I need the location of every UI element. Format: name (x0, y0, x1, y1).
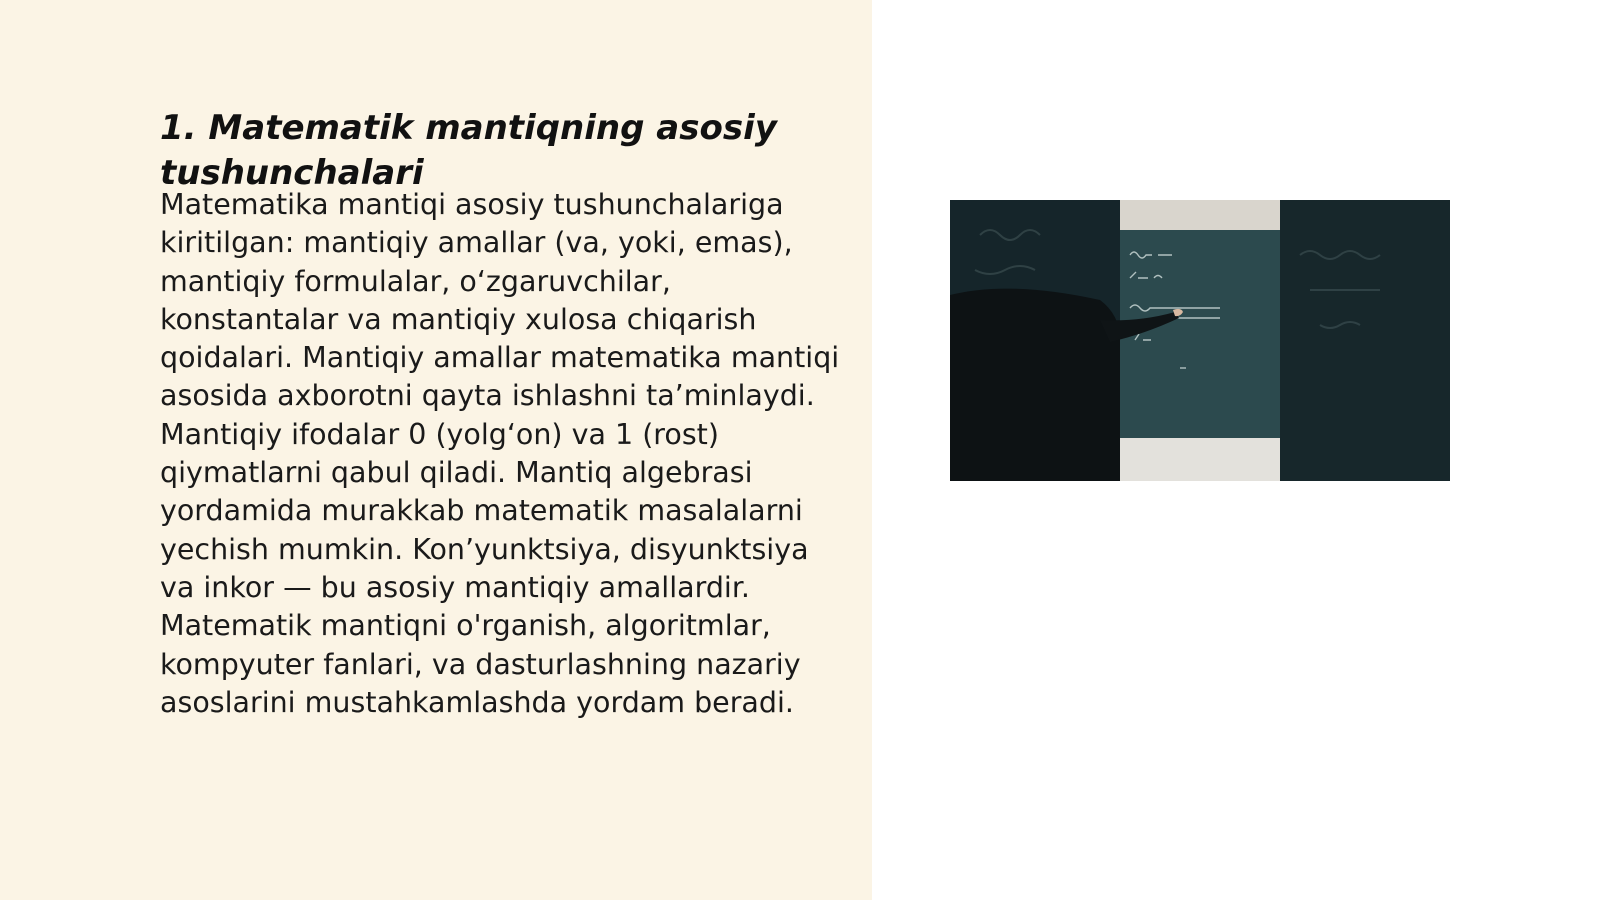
slide-body-text: Matematika mantiqi asosiy tushunchalariga kiritilgan: mantiqiy amallar (va, yoki, emas), mantiqiy formulalar, o‘zgaruvchilar, konstantalar va mantiqiy xulosa chiqarish qoidalari. Mantiqiy amallar matematika mantiqi asosida axborotni qayta ishlashni ta’minlaydi. Mantiqiy ifodalar 0 (yolg‘on) va 1 (rost) qiymatlarni qabul qiladi. Mantiq algebrasi yordamida murakkab matematik masalalarni yechish mumkin. Kon’yunktsiya, disyunktsiya va inkor — bu asosiy mantiqiy amallardir. Matematik mantiqni o'rganish, algoritmlar, kompyuter fanlari, va dasturlashning nazariy asoslarini mustahkamlashda yordam beradi. (160, 188, 840, 719)
blackboard-illustration (950, 200, 1450, 481)
blackboard-photo (950, 200, 1450, 481)
slide-heading: 1. Matematik mantiqning asosiy tushunchalari (160, 108, 777, 193)
